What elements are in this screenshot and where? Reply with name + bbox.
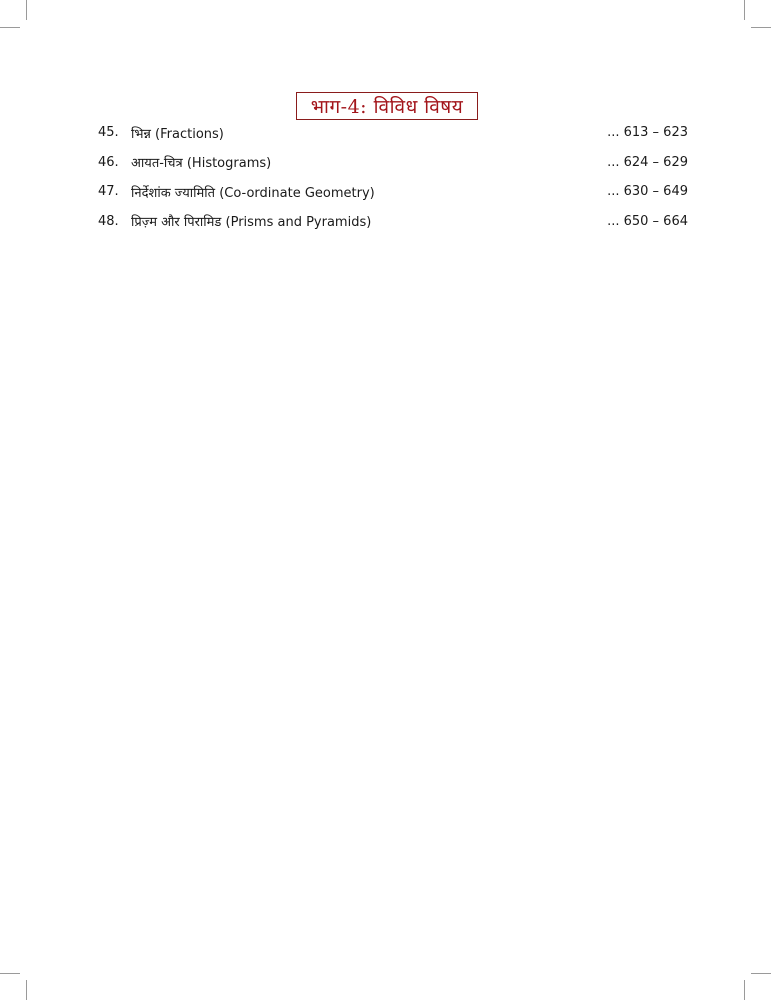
toc-entry-pages: ... 613 – 623 bbox=[607, 125, 688, 141]
crop-mark-top-left-h bbox=[0, 27, 20, 28]
toc-entry-pages: ... 624 – 629 bbox=[607, 154, 688, 170]
crop-mark-top-right-h bbox=[751, 27, 771, 28]
part-heading: भाग-4: विविध विषय bbox=[296, 92, 478, 120]
toc-entry-title: प्रिज़्म और पिरामिड (Prisms and Pyramids) bbox=[131, 215, 372, 231]
toc-entry-title: निर्देशांक ज्यामिति (Co-ordinate Geometry) bbox=[131, 185, 375, 201]
crop-mark-bottom-left bbox=[26, 980, 27, 1000]
table-of-contents bbox=[98, 118, 688, 236]
toc-entry-number: 45. bbox=[98, 125, 119, 141]
crop-mark-bottom-right-h bbox=[751, 973, 771, 974]
toc-entry-45[interactable] bbox=[98, 118, 688, 148]
toc-entry-46[interactable] bbox=[98, 148, 688, 178]
crop-mark-top-right bbox=[744, 0, 745, 20]
toc-entry-47[interactable] bbox=[98, 177, 688, 207]
toc-entry-title: भिन्न (Fractions) bbox=[131, 126, 224, 142]
toc-entry-48[interactable] bbox=[98, 207, 688, 237]
crop-mark-bottom-right bbox=[744, 980, 745, 1000]
toc-entry-number: 47. bbox=[98, 184, 119, 200]
crop-mark-top-left bbox=[26, 0, 27, 20]
toc-entry-title: आयत-चित्र (Histograms) bbox=[131, 156, 272, 172]
crop-mark-bottom-left-h bbox=[0, 973, 20, 974]
toc-entry-pages: ... 630 – 649 bbox=[607, 184, 688, 200]
toc-entry-number: 48. bbox=[98, 213, 119, 229]
toc-entry-number: 46. bbox=[98, 154, 119, 170]
toc-entry-pages: ... 650 – 664 bbox=[607, 213, 688, 229]
